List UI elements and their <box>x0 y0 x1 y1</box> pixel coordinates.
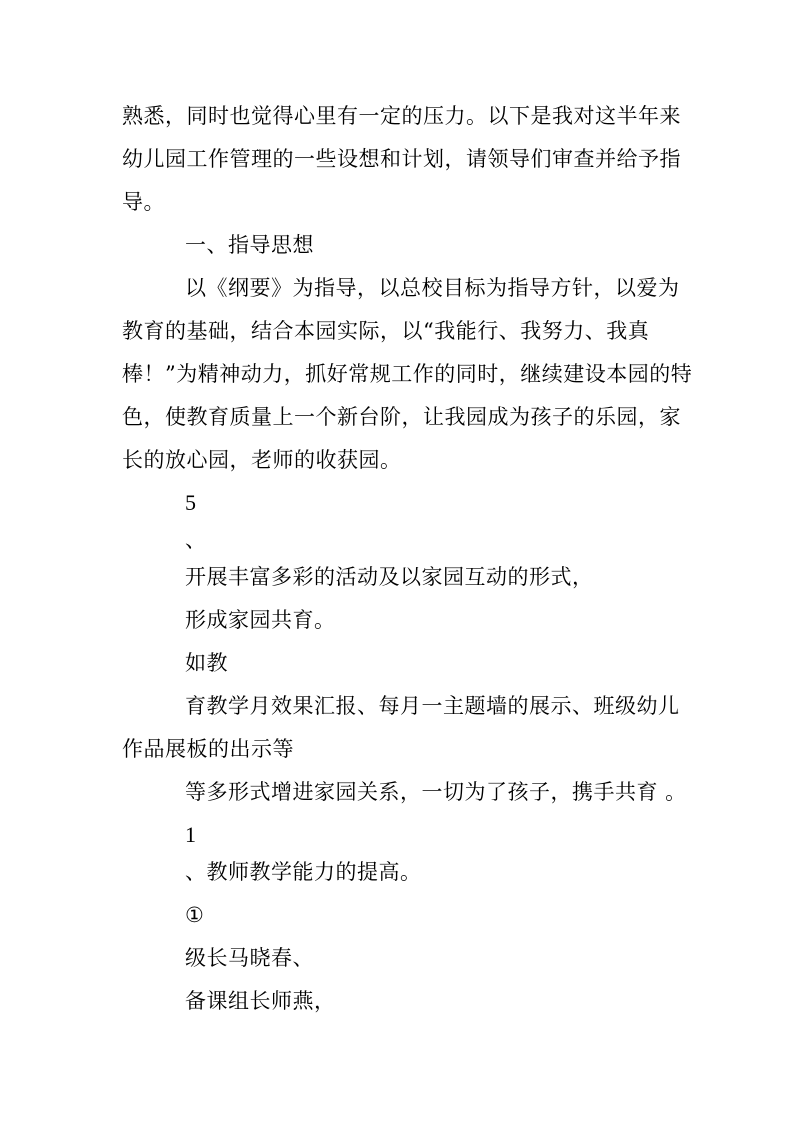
text-line: 、教师教学能力的提高。 <box>185 860 422 884</box>
text-line: 作品展板的出示等 <box>122 737 294 761</box>
list-number: 5 <box>185 490 197 515</box>
text-line: 以《纲要》为指导，以总校目标为指导方针，以爱为 <box>185 276 680 300</box>
text-line: 如教 <box>185 651 228 675</box>
text-line: 导。 <box>122 190 165 214</box>
section-heading: 一、指导思想 <box>185 233 314 257</box>
text-line: 棒！”为精神动力，抓好常规工作的同时，继续建设本园的特 <box>122 362 693 386</box>
text-line: 熟悉，同时也觉得心里有一定的压力。以下是我对这半年来 <box>122 104 681 128</box>
text-line: 开展丰富多彩的活动及以家园互动的形式， <box>185 565 594 589</box>
text-line: 级长马晓春、 <box>185 946 314 970</box>
text-line: 长的放心园，老师的收获园。 <box>122 448 402 472</box>
text-line: 备课组长师燕， <box>185 989 336 1013</box>
text-line: 等多形式增进家园关系，一切为了孩子，携手共育 。 <box>185 780 687 804</box>
text-line: 育教学月效果汇报、每月一主题墙的展示、班级幼儿 <box>185 694 680 718</box>
text-line: 、 <box>185 528 207 552</box>
circled-number: ① <box>185 903 205 927</box>
text-line: 幼儿园工作管理的一些设想和计划，请领导们审查并给予指 <box>122 147 681 171</box>
text-line: 形成家园共育。 <box>185 608 336 632</box>
list-number: 1 <box>185 822 197 847</box>
text-line: 教育的基础，结合本园实际，以“我能行、我努力、我真 <box>122 319 650 343</box>
text-line: 色，使教育质量上一个新台阶，让我园成为孩子的乐园，家 <box>122 405 681 429</box>
